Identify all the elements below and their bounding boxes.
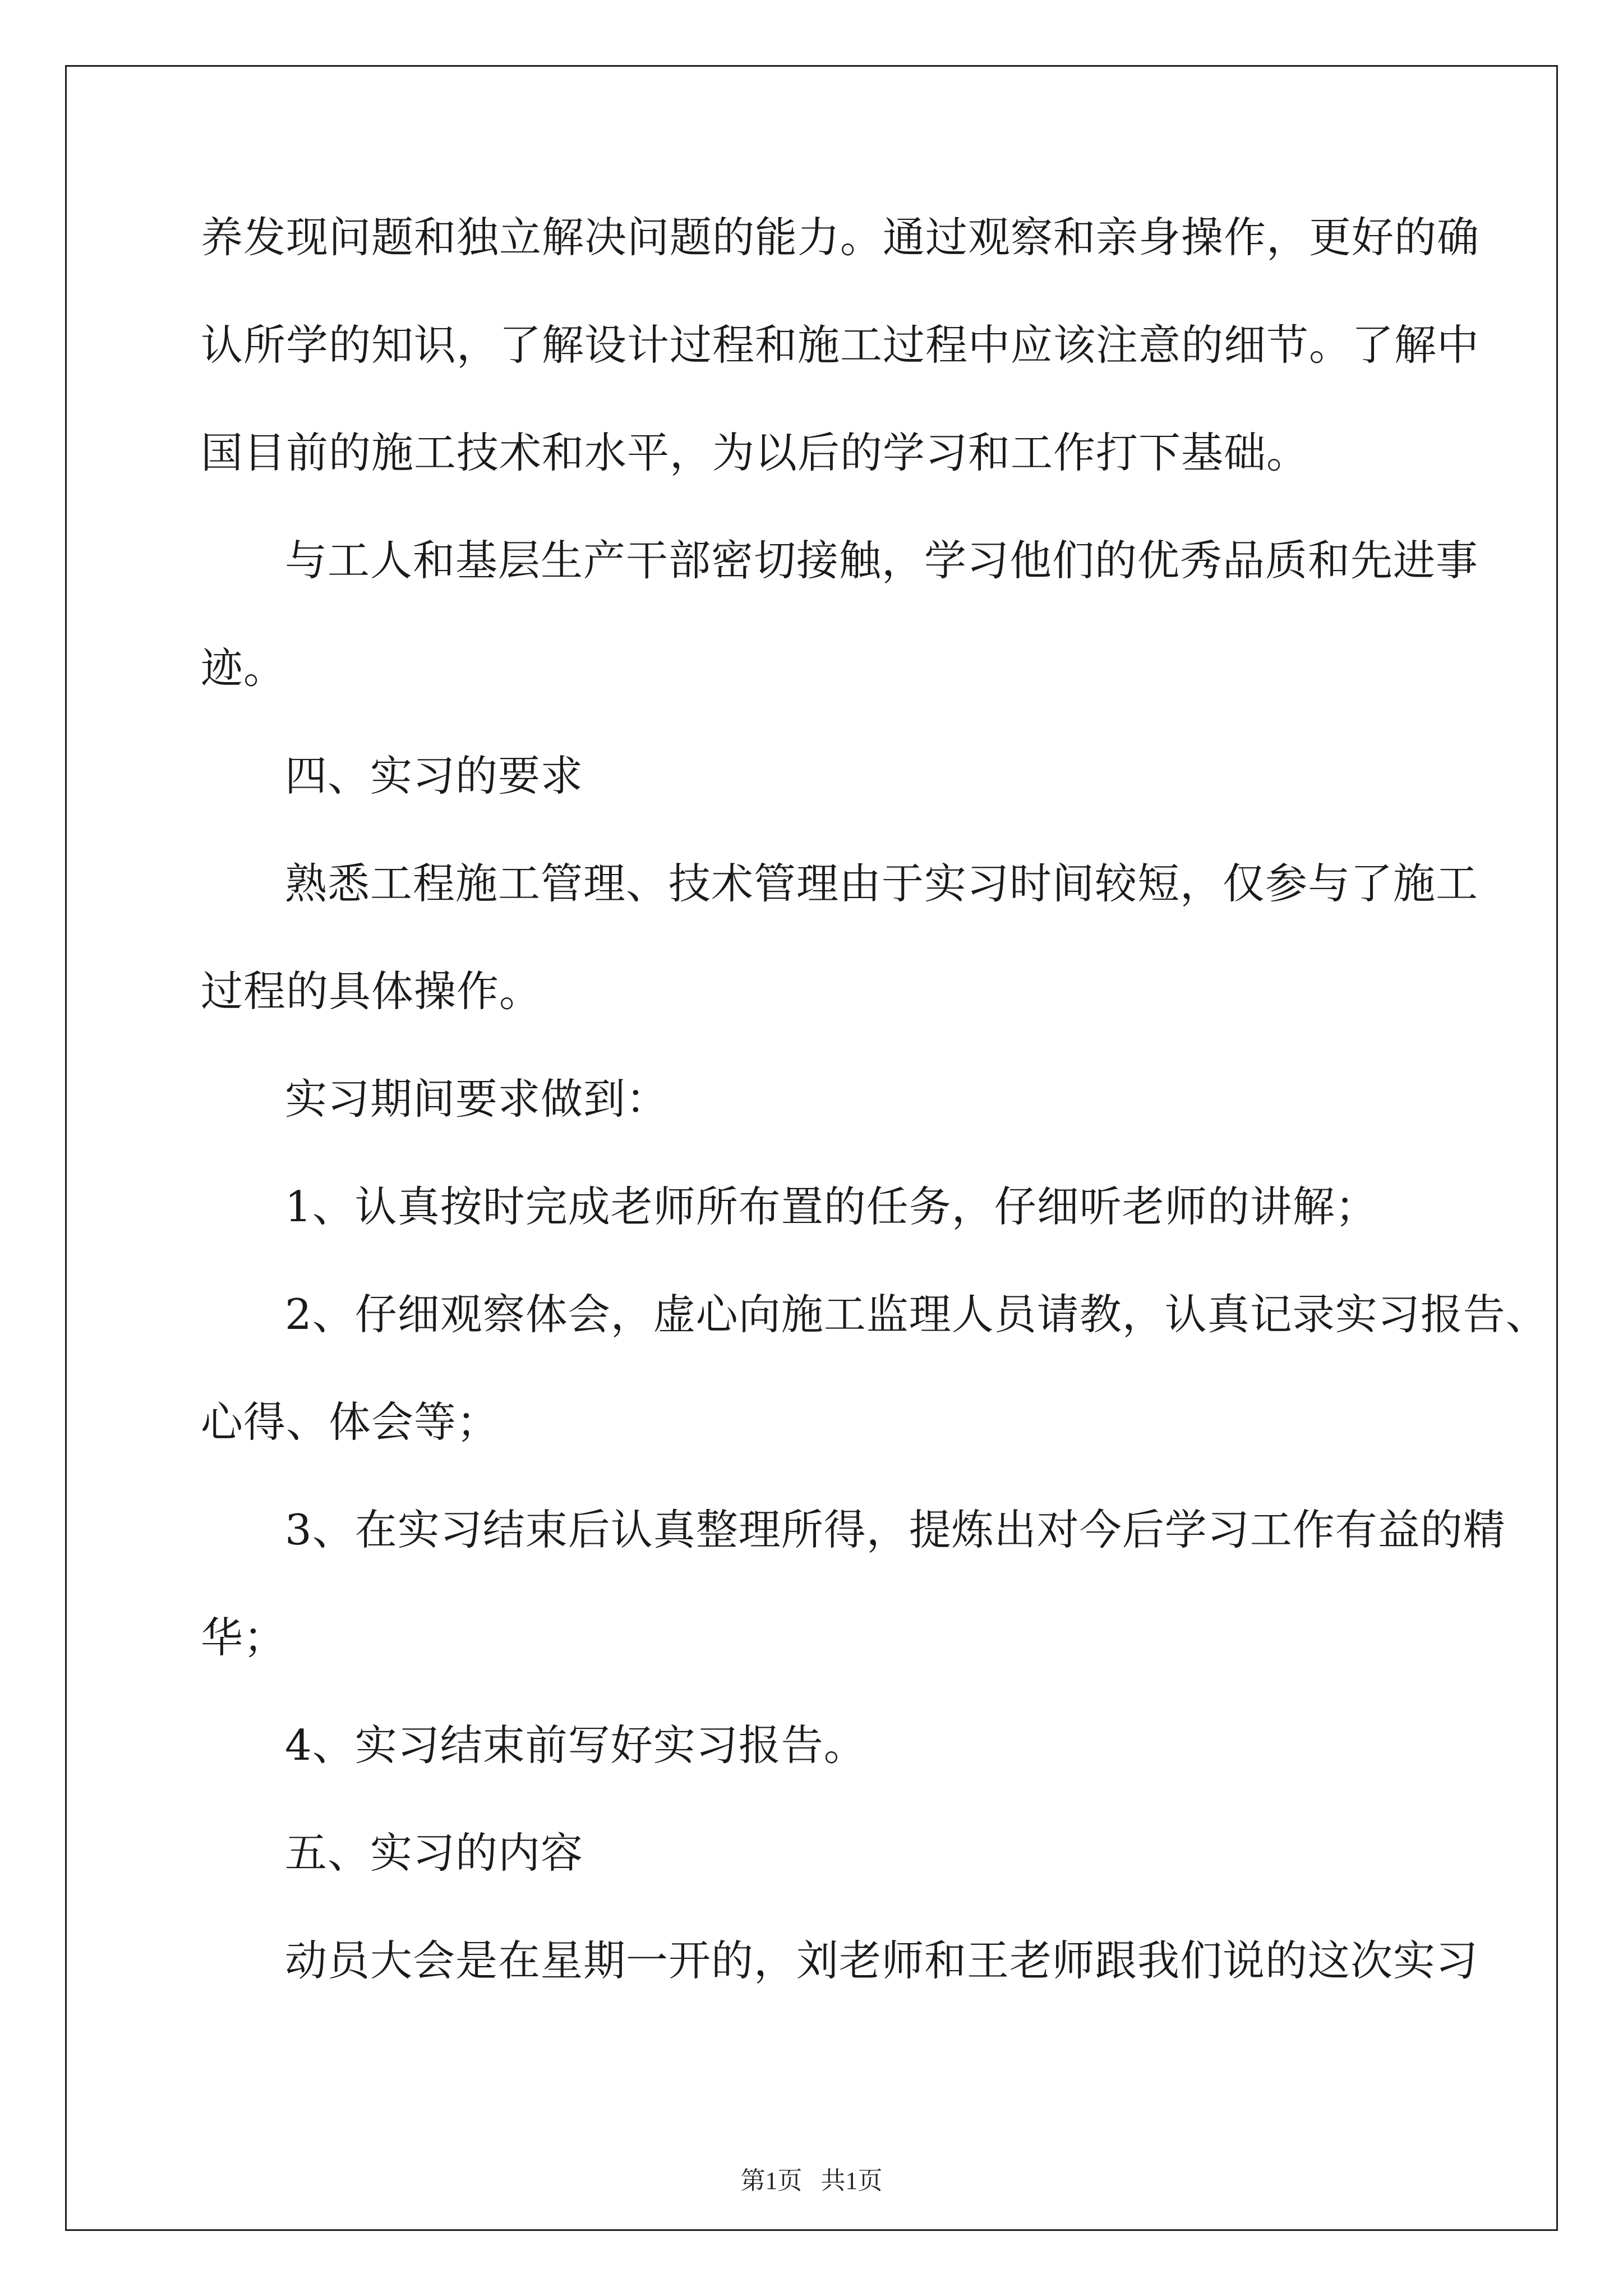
footer-spacer bbox=[803, 2167, 821, 2194]
paragraph-start: 熟悉工程施工管理、技术管理由于实习时间较短，仅参与了施工 bbox=[285, 859, 1479, 908]
page-border bbox=[65, 65, 1558, 2231]
text-line: 国目前的施工技术和水平，为以后的学习和工作打下基础。 bbox=[201, 428, 1310, 477]
text-line: 认所学的知识，了解设计过程和施工过程中应该注意的细节。了解中 bbox=[201, 320, 1480, 370]
text-line: 华； bbox=[201, 1613, 287, 1662]
section-heading: 四、实习的要求 bbox=[285, 751, 584, 800]
paragraph-start: 与工人和基层生产干部密切接触，学习他们的优秀品质和先进事 bbox=[285, 536, 1479, 585]
list-item: 1、认真按时完成老师所布置的任务，仔细听老师的讲解； bbox=[285, 1182, 1378, 1231]
page-total: 共1页 bbox=[820, 2167, 883, 2194]
text-line: 心得、体会等； bbox=[201, 1397, 500, 1447]
text-line: 养发现问题和独立解决问题的能力。通过观察和亲身操作，更好的确 bbox=[201, 213, 1480, 262]
paragraph-start: 实习期间要求做到： bbox=[285, 1074, 669, 1124]
page-footer bbox=[0, 2165, 1623, 2197]
page-number: 第1页 bbox=[740, 2167, 803, 2194]
list-item: 3、在实习结束后认真整理所得，提炼出对今后学习工作有益的精 bbox=[285, 1505, 1506, 1554]
text-line: 迹。 bbox=[201, 643, 287, 693]
section-heading: 五、实习的内容 bbox=[285, 1828, 584, 1878]
paragraph-start: 动员大会是在星期一开的，刘老师和王老师跟我们说的这次实习 bbox=[285, 1936, 1479, 1985]
list-item: 4、实习结束前写好实习报告。 bbox=[285, 1720, 866, 1770]
list-item: 2、仔细观察体会，虚心向施工监理人员请教，认真记录实习报告、 bbox=[285, 1290, 1548, 1339]
text-line: 过程的具体操作。 bbox=[201, 967, 542, 1016]
